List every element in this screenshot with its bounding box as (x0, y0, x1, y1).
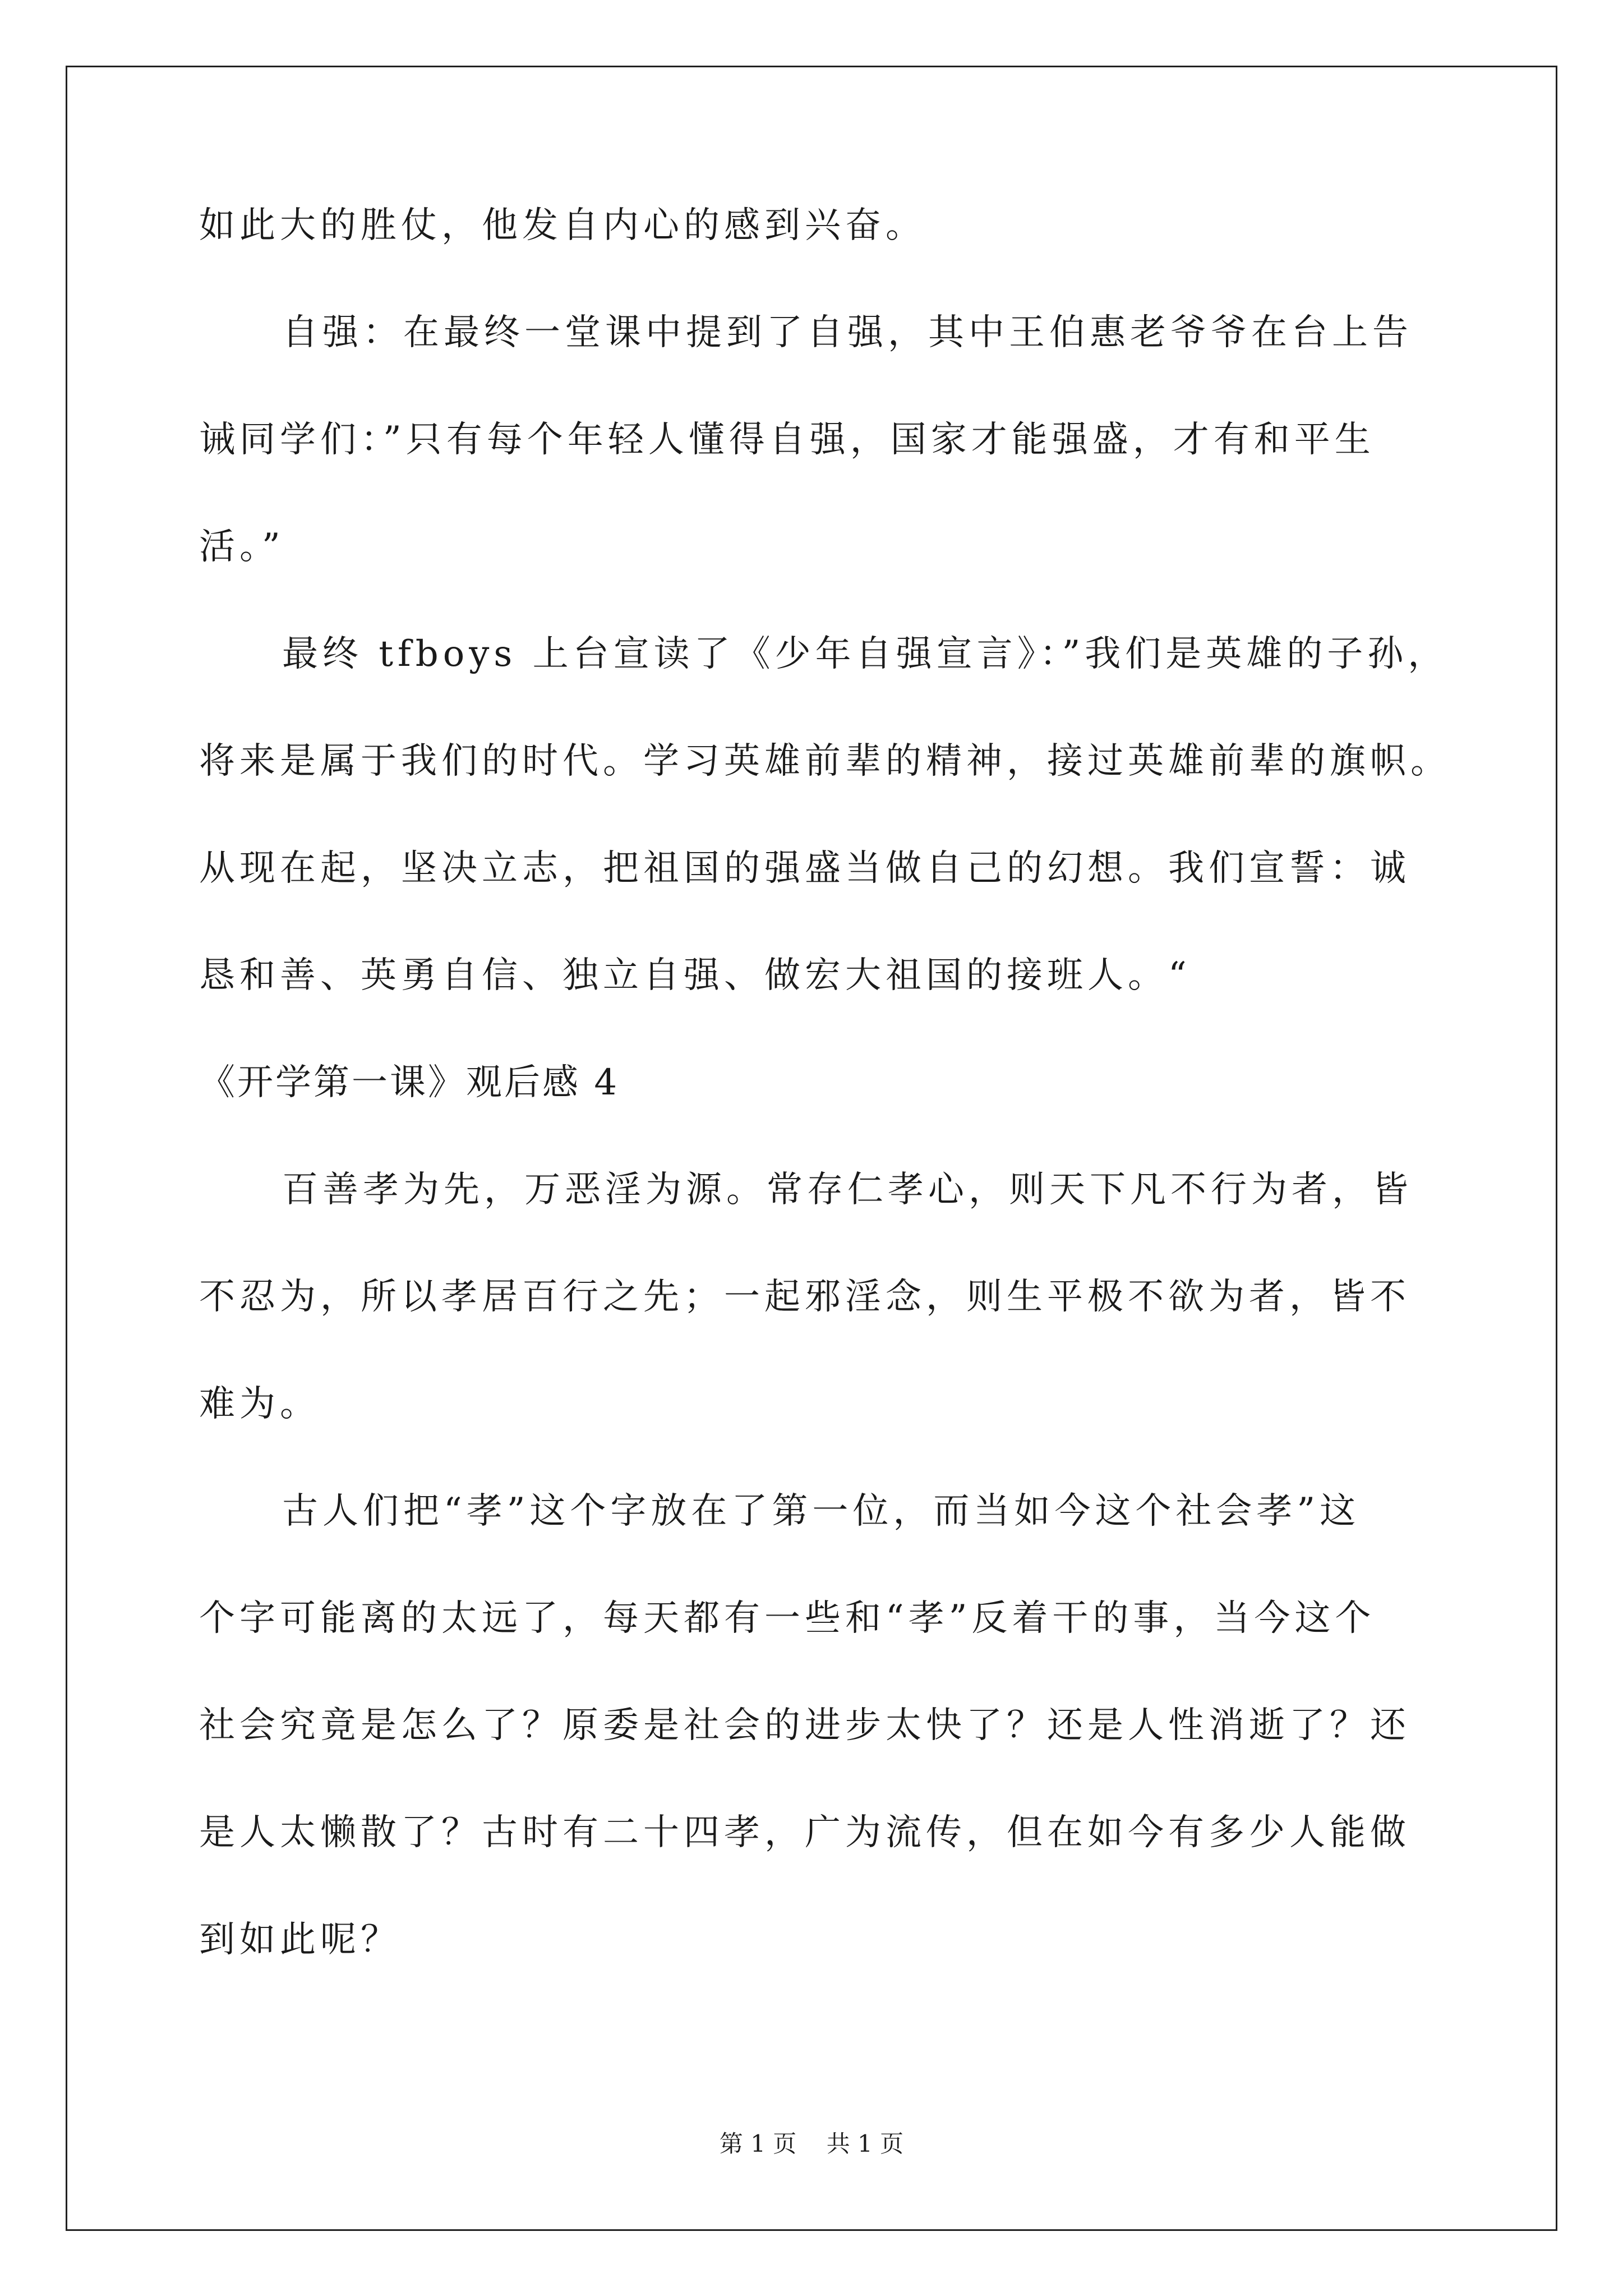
paragraph-first-line: 古人们把“孝”这个字放在了第一位，而当如今这个社会孝”这 (282, 1490, 1361, 1532)
body-line: 社会究竟是怎么了？原委是社会的进步太快了？还是人性消逝了？还 (199, 1705, 1410, 1746)
body-line: 将来是属于我们的时代。学习英雄前辈的精神，接过英雄前辈的旗帜。 (199, 740, 1451, 782)
body-line: 到如此呢？ (199, 1919, 401, 1961)
paragraph-first-line: 自强：在最终一堂课中提到了自强，其中王伯惠老爷爷在台上告 (282, 312, 1413, 353)
body-line: 如此大的胜仗，他发自内心的感到兴奋。 (199, 205, 926, 246)
body-line: 个字可能离的太远了，每天都有一些和“孝”反着干的事，当今这个 (199, 1598, 1376, 1639)
paragraph-first-line: 最终 tfboys 上台宣读了《少年自强宣言》：”我们是英雄的子孙， (282, 633, 1449, 675)
section-heading: 《开学第一课》观后感 4 (199, 1062, 620, 1103)
body-line: 不忍为，所以孝居百行之先；一起邪淫念，则生平极不欲为者，皆不 (199, 1276, 1410, 1318)
document-body (199, 200, 1451, 2022)
body-line: 诫同学们：”只有每个年轻人懂得自强，国家才能强盛，才有和平生 (199, 419, 1375, 461)
body-line: 恳和善、英勇自信、独立自强、做宏大祖国的接班人。“ (199, 955, 1191, 996)
body-line: 从现在起，坚决立志，把祖国的强盛当做自己的幻想。我们宣誓：诚 (199, 848, 1410, 889)
paragraph-first-line: 百善孝为先，万恶淫为源。常存仁孝心，则天下凡不行为者，皆 (282, 1169, 1413, 1211)
page-number-footer: 第 1 页 共 1 页 (719, 2130, 904, 2157)
body-line: 难为。 (199, 1383, 320, 1425)
body-line: 活。” (199, 526, 285, 568)
body-line: 是人太懒散了？古时有二十四孝，广为流传，但在如今有多少人能做 (199, 1812, 1410, 1853)
